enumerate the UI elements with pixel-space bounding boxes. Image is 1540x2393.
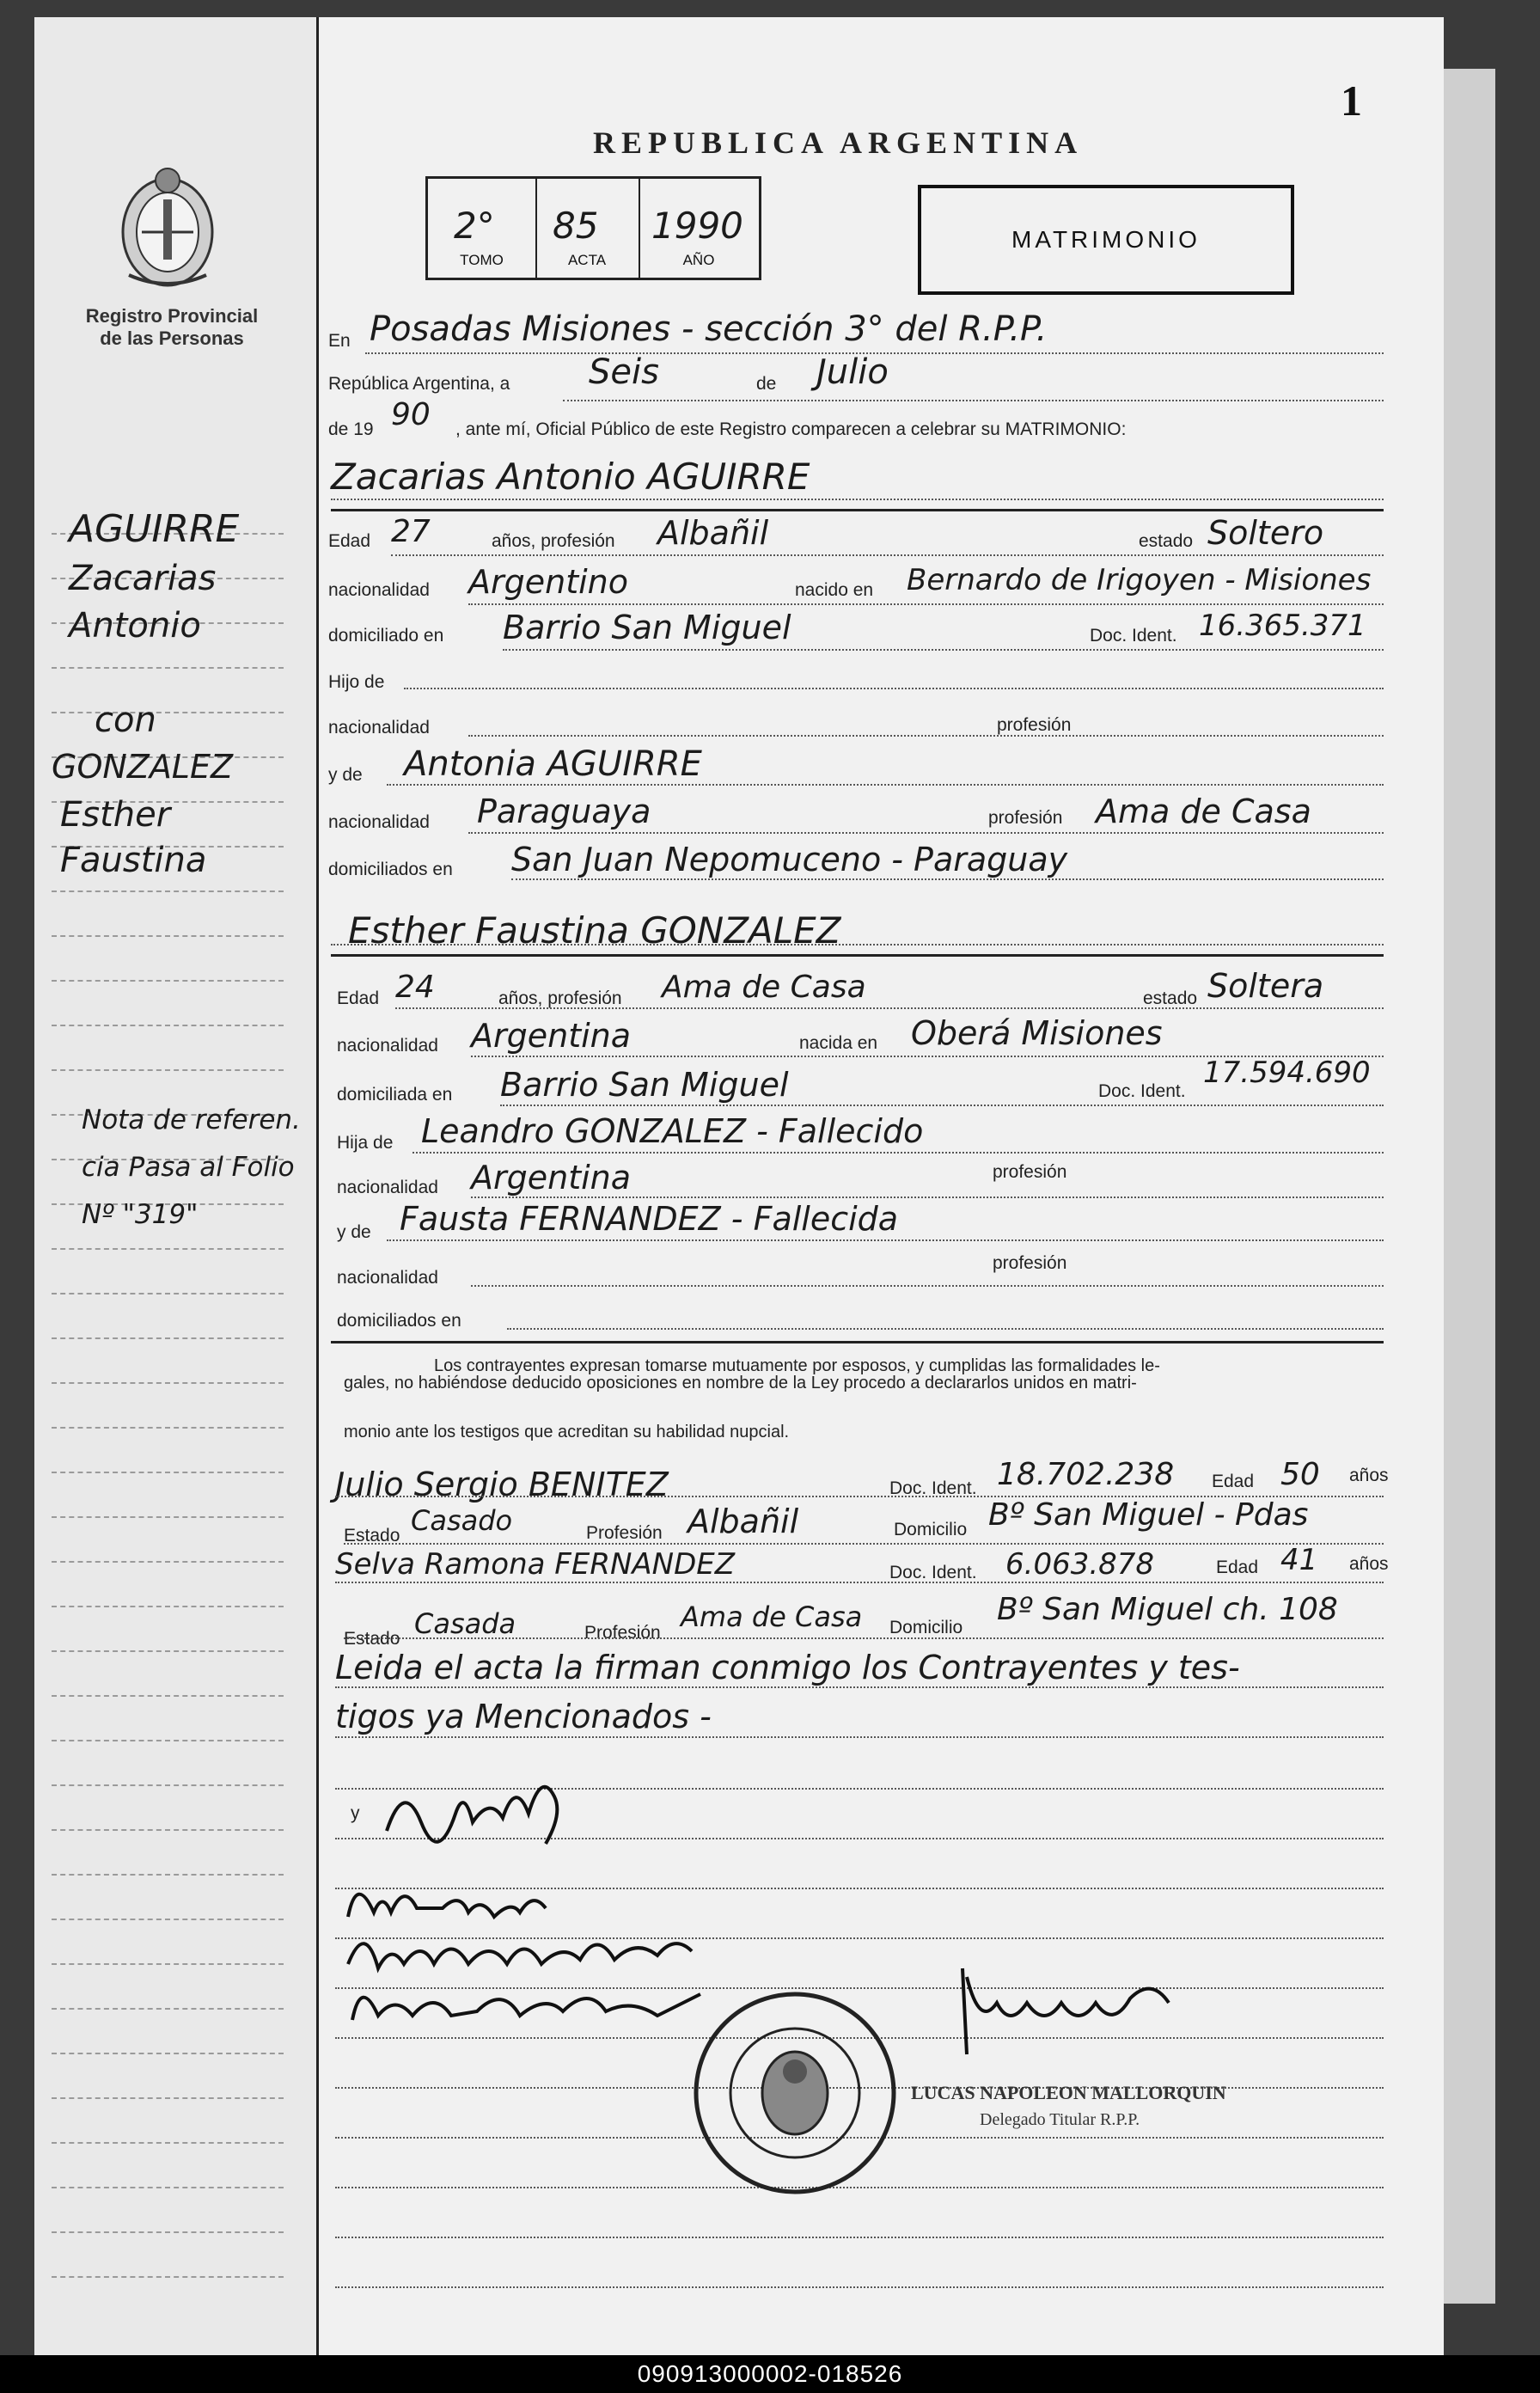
margin-middlename-bride: Faustina [60,841,207,880]
bride-mother-nat-label: nacionalidad [337,1268,438,1288]
bride-separator [331,954,1384,957]
bride-father-nationality: Argentina [471,1159,632,1196]
margin-rule [52,667,284,669]
closing-y-label: y [351,1803,360,1823]
witness2-domicile: Bº San Miguel ch. 108 [997,1592,1338,1627]
place-text: Posadas Misiones - sección 3° del R.P.P. [370,309,1048,349]
witness1-name: Julio Sergio BENITEZ [335,1466,669,1503]
margin-rule [52,1874,284,1876]
tomo-value: 2° [454,205,495,247]
registry-line1: Registro Provincial [85,305,259,327]
blank-line [335,2237,1384,2238]
groom-mother-prof-label: profesión [988,808,1063,828]
registry-line2: de las Personas [100,327,244,349]
witness2-signature [339,1968,718,2037]
groom-profession: Albañil [657,514,769,552]
declaration-line1: Los contrayentes expresan tomarse mutuamente por esposos, y cumplidas las formalidades le- [434,1356,1160,1375]
groom-anos-profesion-label: años, profesión [492,531,615,551]
closing-line1: Leida el acta la firman conmigo los Contrayentes y tes- [335,1649,1240,1686]
margin-note-line3: Nº "319" [82,1199,199,1230]
intro-statement: , ante mí, Oficial Público de este Registro comparecen a celebrar su MATRIMONIO: [455,419,1127,439]
margin-rule [52,2276,284,2278]
witness1-estado-label: Estado [344,1526,400,1545]
bride-nat-label: nacionalidad [337,1036,438,1056]
witness1-profesion-label: Profesión [586,1523,663,1543]
bride-nationality: Argentina [471,1017,632,1055]
margin-rule [52,2142,284,2144]
witness2-estado-label: Estado [344,1629,400,1649]
bride-birthplace: Oberá Misiones [911,1014,1163,1052]
margin-rule [52,1293,284,1294]
groom-mother-nationality: Paraguaya [477,793,651,830]
groom-signature [378,1762,576,1857]
witness2-anos-label: años [1349,1554,1389,1574]
margin-rule [52,1337,284,1339]
groom-doc-label: Doc. Ident. [1090,626,1177,646]
margin-rule [52,935,284,937]
official-title: Delegado Titular R.P.P. [980,2110,1140,2129]
bride-status: Soltera [1207,967,1324,1005]
witness2-profession: Ama de Casa [681,1600,863,1633]
left-margin-page [34,17,318,2355]
declaration-line2: gales, no habiéndose deducido oposiciones en nombre de la Ley procedo a declararlos unidos en matri- [344,1374,1137,1392]
acta-cell [535,179,640,278]
bride-father-prof-label: profesión [993,1162,1067,1182]
margin-rule [52,1472,284,1473]
groom-y-de-label: y de [328,765,363,785]
witness2-age: 41 [1280,1543,1318,1577]
acta-label: ACTA [567,252,607,268]
margin-divider [316,17,319,2355]
bride-age: 24 [395,970,435,1005]
republica-label: República Argentina, a [328,374,510,394]
bride-profession: Ama de Casa [662,970,866,1005]
margin-note-line1: Nota de referen. [82,1105,301,1135]
groom-mother-profession: Ama de Casa [1096,793,1311,830]
declaration-separator [331,1341,1384,1343]
witness2-status: Casada [414,1607,516,1640]
margin-rule [52,2008,284,2010]
margin-con: con [95,701,156,740]
margin-rule [52,1248,284,1250]
margin-firstname-groom: Zacarias [69,559,217,598]
margin-rule [52,1650,284,1652]
month-text: Julio [816,352,889,392]
bride-anos-profesion-label: años, profesión [498,988,622,1008]
bride-estado-label: estado [1143,988,1198,1008]
bride-name: Esther Faustina GONZALEZ [348,909,841,952]
groom-mother: Antonia AGUIRRE [404,744,702,784]
page-number: 1 [1341,77,1362,125]
groom-age: 27 [391,514,431,549]
witness2-edad-label: Edad [1216,1558,1259,1577]
margin-rule [52,2053,284,2054]
margin-rule [52,890,284,892]
tomo-cell [428,179,537,278]
margin-rule [52,1740,284,1741]
margin-rule [52,1963,284,1965]
bride-edad-label: Edad [337,988,380,1008]
groom-father-nat-label: nacionalidad [328,718,430,737]
blank-line [335,2286,1384,2288]
groom-estado-label: estado [1139,531,1194,551]
tomo-label: TOMO [460,252,504,268]
day-text: Seis [589,352,659,392]
groom-hijo-label: Hijo de [328,672,385,692]
groom-domicile: Barrio San Miguel [503,609,791,646]
margin-rule [52,1069,284,1071]
margin-firstname-bride: Esther [60,795,171,835]
official-name: LUCAS NAPOLEON MALLORQUIN [911,2082,1226,2103]
year-suffix: 90 [391,397,431,432]
witness1-domicile: Bº San Miguel - Pdas [988,1497,1309,1533]
witness2-doc: 6.063.878 [1005,1547,1155,1582]
declaration-line3: monio ante los testigos que acreditan su habilidad nupcial. [344,1423,790,1441]
page-edge [1444,69,1495,2304]
witness1-anos-label: años [1349,1466,1389,1485]
groom-status: Soltero [1207,514,1324,552]
groom-separator [331,509,1384,511]
bride-domicile: Barrio San Miguel [500,1066,789,1104]
bride-domiciliados-label: domiciliados en [337,1311,461,1331]
margin-rule [52,1784,284,1786]
bride-y-de-label: y de [337,1222,371,1242]
groom-parents-domicile: San Juan Nepomuceno - Paraguay [511,841,1068,878]
bride-hija-label: Hija de [337,1133,394,1153]
margin-rule [52,2231,284,2233]
year-prefix: de 19 [328,419,374,439]
witness2-profesion-label: Profesión [584,1623,661,1643]
margin-note-line2: cia Pasa al Folio [82,1152,295,1183]
margin-rule [52,1919,284,1920]
act-type-box: MATRIMONIO [918,185,1294,295]
coat-of-arms-icon [112,163,223,292]
margin-rule [52,2187,284,2188]
witness1-doc-label: Doc. Ident. [889,1478,977,1498]
de-label: de [756,374,777,394]
margin-rule [52,2097,284,2099]
witness1-age: 50 [1280,1457,1320,1492]
bride-doc-label: Doc. Ident. [1098,1081,1186,1101]
official-signature [945,1951,1203,2063]
groom-mother-nat-label: nacionalidad [328,812,430,832]
groom-nationality: Argentino [468,563,628,601]
margin-rule [52,980,284,982]
margin-surname-groom: AGUIRRE [69,507,240,551]
groom-birthplace: Bernardo de Irigoyen - Misiones [907,563,1372,597]
witness1-profession: Albañil [688,1503,799,1540]
margin-rule [52,1025,284,1026]
margin-rule [52,1516,284,1518]
margin-rule [52,1606,284,1607]
closing-line2: tigos ya Mencionados - [335,1698,712,1735]
witness2-name: Selva Ramona FERNANDEZ [335,1547,736,1582]
bride-doc: 17.594.690 [1203,1056,1371,1090]
ano-value: 1990 [651,205,743,247]
witness1-domicilio-label: Domicilio [894,1520,968,1539]
groom-name: Zacarias Antonio AGUIRRE [331,456,810,498]
bride-father-nat-label: nacionalidad [337,1178,438,1197]
witness1-doc: 18.702.238 [997,1457,1175,1492]
groom-domiciliados-label: domiciliados en [328,860,453,879]
margin-rule [52,1695,284,1697]
bride-mother-prof-label: profesión [993,1253,1067,1273]
bride-domiciliada-label: domiciliada en [337,1085,453,1105]
margin-rule [52,1427,284,1429]
witness2-domicilio-label: Domicilio [889,1618,963,1637]
witness1-status: Casado [411,1504,513,1537]
margin-rule [52,1829,284,1831]
registry-name [52,305,292,350]
en-label: En [328,331,351,351]
groom-nat-label: nacionalidad [328,580,430,600]
footer-bar [0,2355,1540,2393]
bride-father: Leandro GONZALEZ - Fallecido [421,1112,924,1150]
groom-nacido-label: nacido en [795,580,874,600]
margin-rule [52,1561,284,1563]
margin-surname-bride: GONZALEZ [52,748,234,786]
witness1-edad-label: Edad [1212,1472,1255,1491]
margin-rule [52,1382,284,1384]
ano-label: AÑO [682,252,715,268]
groom-domiciliado-label: domiciliado en [328,626,444,646]
acta-value: 85 [553,205,599,247]
official-seal [688,1986,902,2200]
witness2-doc-label: Doc. Ident. [889,1563,977,1582]
bride-nacida-label: nacida en [799,1033,878,1053]
country-title: REPUBLICA ARGENTINA [593,125,1084,160]
groom-doc: 16.365.371 [1199,609,1366,643]
margin-middlename-groom: Antonio [69,606,201,646]
document-id: 090913000002-018526 [637,2360,903,2387]
bride-mother: Fausta FERNANDEZ - Fallecida [400,1200,899,1238]
margin-rule [52,712,284,713]
record-number-box [425,176,761,280]
ano-cell [639,179,759,278]
groom-father-prof-label: profesión [997,715,1072,735]
groom-edad-label: Edad [328,531,371,551]
